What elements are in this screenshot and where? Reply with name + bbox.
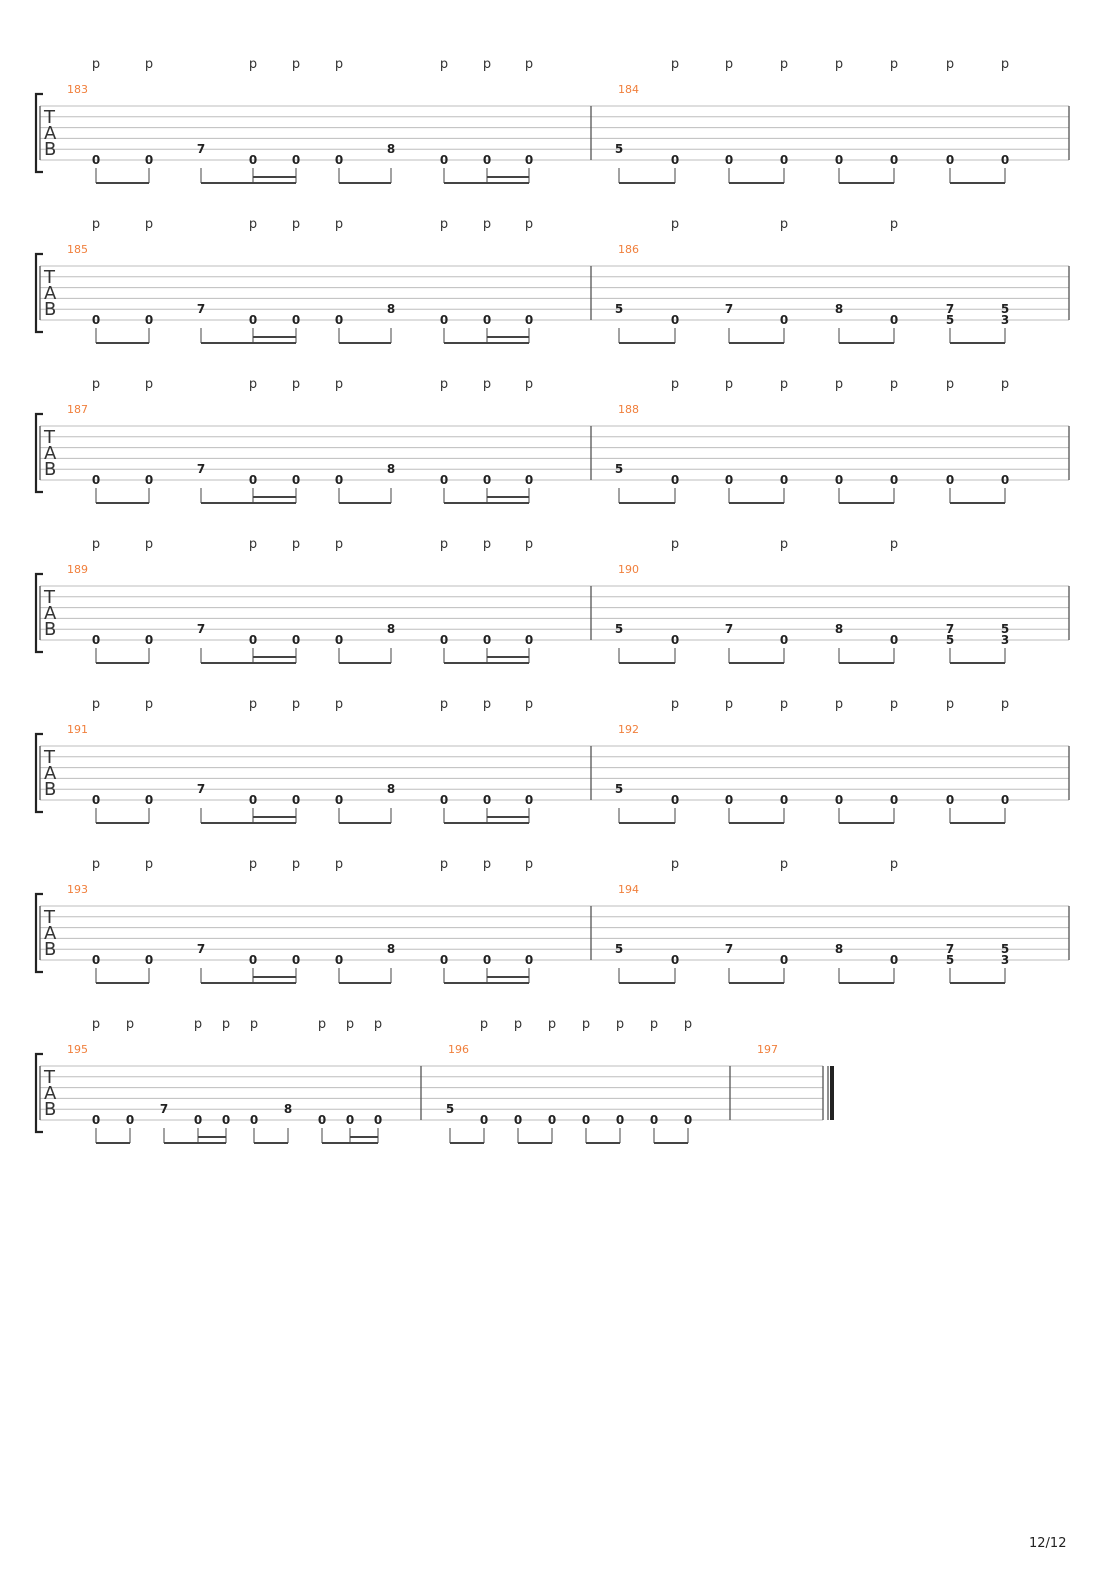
- fret-number: 5: [614, 462, 624, 477]
- palm-mute-mark: p: [1000, 377, 1010, 392]
- palm-mute-mark: p: [334, 377, 344, 392]
- palm-mute-mark: p: [834, 697, 844, 712]
- palm-mute-mark: p: [439, 857, 449, 872]
- palm-mute-mark: p: [482, 857, 492, 872]
- palm-mute-mark: p: [1000, 57, 1010, 72]
- palm-mute-mark: p: [334, 217, 344, 232]
- fret-number: 8: [386, 462, 396, 477]
- fret-number: 0: [334, 313, 344, 327]
- palm-mute-mark: p: [670, 697, 680, 712]
- palm-mute-mark: p: [125, 1017, 135, 1032]
- palm-mute-mark: p: [248, 217, 258, 232]
- fret-number: 0: [834, 153, 844, 167]
- fret-number: 8: [834, 622, 844, 637]
- fret-number: 0: [439, 633, 449, 647]
- fret-number: 0: [91, 793, 101, 807]
- fret-number: 8: [386, 782, 396, 797]
- fret-number: 0: [779, 793, 789, 807]
- page-number: 12/12: [1029, 1536, 1067, 1551]
- fret-number: 0: [291, 473, 301, 487]
- palm-mute-mark: p: [439, 537, 449, 552]
- measure-number: 187: [67, 403, 88, 416]
- tab-clef-letter: B: [44, 1099, 57, 1120]
- tab-clef-letter: B: [44, 619, 57, 640]
- palm-mute-mark: p: [649, 1017, 659, 1032]
- palm-mute-mark: p: [615, 1017, 625, 1032]
- fret-number: 7: [196, 462, 206, 477]
- palm-mute-mark: p: [889, 217, 899, 232]
- fret-number: 7: [196, 142, 206, 157]
- tab-system: [36, 537, 1069, 663]
- fret-number: 0: [670, 793, 680, 807]
- fret-number: 5: [1000, 622, 1010, 637]
- palm-mute-mark: p: [144, 57, 154, 72]
- fret-number: 0: [144, 953, 154, 967]
- tab-clef-letter: A: [44, 763, 57, 784]
- measure-number: 184: [618, 83, 639, 96]
- measure-number: 190: [618, 563, 639, 576]
- fret-number: 0: [1000, 153, 1010, 167]
- palm-mute-mark: p: [291, 697, 301, 712]
- fret-number: 5: [945, 633, 955, 647]
- fret-number: 8: [834, 942, 844, 957]
- fret-number: 0: [945, 793, 955, 807]
- palm-mute-mark: p: [524, 377, 534, 392]
- fret-number: 3: [1000, 633, 1010, 647]
- fret-number: 0: [479, 1113, 489, 1127]
- fret-number: 0: [193, 1113, 203, 1127]
- tab-clef-letter: B: [44, 459, 57, 480]
- palm-mute-mark: p: [724, 377, 734, 392]
- fret-number: 7: [196, 942, 206, 957]
- palm-mute-mark: p: [670, 377, 680, 392]
- fret-number: 0: [724, 473, 734, 487]
- fret-number: 0: [439, 313, 449, 327]
- fret-number: 5: [945, 313, 955, 327]
- palm-mute-mark: p: [334, 697, 344, 712]
- fret-number: 0: [482, 633, 492, 647]
- fret-number: 0: [524, 313, 534, 327]
- palm-mute-mark: p: [334, 57, 344, 72]
- fret-number: 0: [615, 1113, 625, 1127]
- palm-mute-mark: p: [248, 537, 258, 552]
- fret-number: 0: [91, 953, 101, 967]
- fret-number: 0: [779, 313, 789, 327]
- tab-clef-letter: T: [44, 427, 55, 448]
- fret-number: 7: [196, 302, 206, 317]
- palm-mute-mark: p: [91, 377, 101, 392]
- fret-number: 5: [445, 1102, 455, 1117]
- palm-mute-mark: p: [439, 217, 449, 232]
- palm-mute-mark: p: [91, 57, 101, 72]
- measure-number: 186: [618, 243, 639, 256]
- fret-number: 0: [439, 473, 449, 487]
- palm-mute-mark: p: [482, 377, 492, 392]
- fret-number: 0: [945, 473, 955, 487]
- fret-number: 3: [1000, 953, 1010, 967]
- palm-mute-mark: p: [439, 377, 449, 392]
- fret-number: 5: [945, 953, 955, 967]
- palm-mute-mark: p: [779, 537, 789, 552]
- tab-clef-letter: A: [44, 123, 57, 144]
- fret-number: 0: [889, 633, 899, 647]
- tab-clef-letter: A: [44, 283, 57, 304]
- fret-number: 8: [386, 942, 396, 957]
- palm-mute-mark: p: [144, 217, 154, 232]
- palm-mute-mark: p: [724, 697, 734, 712]
- palm-mute-mark: p: [291, 537, 301, 552]
- fret-number: 0: [581, 1113, 591, 1127]
- fret-number: 8: [283, 1102, 293, 1117]
- fret-number: 0: [889, 473, 899, 487]
- fret-number: 3: [1000, 313, 1010, 327]
- palm-mute-mark: p: [670, 537, 680, 552]
- palm-mute-mark: p: [248, 697, 258, 712]
- palm-mute-mark: p: [524, 217, 534, 232]
- fret-number: 0: [482, 953, 492, 967]
- fret-number: 0: [221, 1113, 231, 1127]
- tab-clef-letter: T: [44, 747, 55, 768]
- fret-number: 0: [439, 793, 449, 807]
- fret-number: 7: [196, 622, 206, 637]
- fret-number: 0: [670, 313, 680, 327]
- fret-number: 0: [91, 313, 101, 327]
- fret-number: 0: [834, 473, 844, 487]
- palm-mute-mark: p: [779, 697, 789, 712]
- tab-clef-letter: A: [44, 923, 57, 944]
- palm-mute-mark: p: [670, 857, 680, 872]
- fret-number: 0: [144, 153, 154, 167]
- fret-number: 5: [614, 782, 624, 797]
- fret-number: 0: [524, 793, 534, 807]
- fret-number: 0: [248, 633, 258, 647]
- fret-number: 0: [373, 1113, 383, 1127]
- tab-clef-letter: B: [44, 779, 57, 800]
- palm-mute-mark: p: [834, 57, 844, 72]
- palm-mute-mark: p: [945, 57, 955, 72]
- tab-clef-letter: T: [44, 267, 55, 288]
- fret-number: 0: [834, 793, 844, 807]
- tab-system: [36, 1017, 834, 1143]
- fret-number: 0: [482, 793, 492, 807]
- fret-number: 0: [482, 473, 492, 487]
- fret-number: 0: [670, 633, 680, 647]
- fret-number: 0: [724, 153, 734, 167]
- palm-mute-mark: p: [439, 697, 449, 712]
- fret-number: 0: [779, 473, 789, 487]
- palm-mute-mark: p: [524, 537, 534, 552]
- measure-number: 185: [67, 243, 88, 256]
- palm-mute-mark: p: [91, 857, 101, 872]
- palm-mute-mark: p: [482, 57, 492, 72]
- measure-number: 191: [67, 723, 88, 736]
- tab-clef-letter: B: [44, 939, 57, 960]
- fret-number: 0: [91, 153, 101, 167]
- fret-number: 0: [249, 1113, 259, 1127]
- fret-number: 0: [248, 313, 258, 327]
- palm-mute-mark: p: [670, 57, 680, 72]
- palm-mute-mark: p: [317, 1017, 327, 1032]
- fret-number: 7: [196, 782, 206, 797]
- fret-number: 0: [779, 633, 789, 647]
- fret-number: 0: [334, 633, 344, 647]
- palm-mute-mark: p: [889, 377, 899, 392]
- fret-number: 0: [779, 153, 789, 167]
- fret-number: 7: [724, 942, 734, 957]
- fret-number: 0: [248, 473, 258, 487]
- measure-number: 195: [67, 1043, 88, 1056]
- palm-mute-mark: p: [249, 1017, 259, 1032]
- fret-number: 0: [291, 953, 301, 967]
- fret-number: 0: [513, 1113, 523, 1127]
- fret-number: 0: [649, 1113, 659, 1127]
- palm-mute-mark: p: [144, 377, 154, 392]
- fret-number: 8: [834, 302, 844, 317]
- tab-clef-letter: B: [44, 139, 57, 160]
- palm-mute-mark: p: [513, 1017, 523, 1032]
- palm-mute-mark: p: [248, 57, 258, 72]
- palm-mute-mark: p: [248, 857, 258, 872]
- fret-number: 0: [524, 153, 534, 167]
- fret-number: 0: [334, 473, 344, 487]
- palm-mute-mark: p: [91, 217, 101, 232]
- fret-number: 5: [1000, 942, 1010, 957]
- palm-mute-mark: p: [91, 1017, 101, 1032]
- fret-number: 0: [317, 1113, 327, 1127]
- fret-number: 0: [144, 313, 154, 327]
- fret-number: 0: [482, 153, 492, 167]
- fret-number: 5: [614, 302, 624, 317]
- fret-number: 0: [248, 793, 258, 807]
- tab-system: [36, 217, 1069, 343]
- fret-number: 0: [91, 1113, 101, 1127]
- fret-number: 7: [159, 1102, 169, 1117]
- palm-mute-mark: p: [670, 217, 680, 232]
- palm-mute-mark: p: [291, 217, 301, 232]
- palm-mute-mark: p: [291, 57, 301, 72]
- tab-clef-letter: A: [44, 603, 57, 624]
- palm-mute-mark: p: [581, 1017, 591, 1032]
- palm-mute-mark: p: [291, 377, 301, 392]
- fret-number: 8: [386, 142, 396, 157]
- fret-number: 7: [724, 622, 734, 637]
- fret-number: 0: [144, 473, 154, 487]
- palm-mute-mark: p: [193, 1017, 203, 1032]
- fret-number: 0: [889, 313, 899, 327]
- palm-mute-mark: p: [91, 537, 101, 552]
- fret-number: 0: [291, 313, 301, 327]
- fret-number: 0: [345, 1113, 355, 1127]
- palm-mute-mark: p: [144, 697, 154, 712]
- fret-number: 0: [439, 953, 449, 967]
- palm-mute-mark: p: [524, 57, 534, 72]
- palm-mute-mark: p: [779, 377, 789, 392]
- tab-clef-letter: B: [44, 299, 57, 320]
- tab-clef-letter: A: [44, 443, 57, 464]
- fret-number: 0: [91, 633, 101, 647]
- palm-mute-mark: p: [221, 1017, 231, 1032]
- fret-number: 0: [334, 793, 344, 807]
- palm-mute-mark: p: [144, 537, 154, 552]
- tab-clef-letter: T: [44, 587, 55, 608]
- measure-number: 196: [448, 1043, 469, 1056]
- palm-mute-mark: p: [945, 377, 955, 392]
- fret-number: 0: [670, 473, 680, 487]
- measure-number: 188: [618, 403, 639, 416]
- palm-mute-mark: p: [482, 537, 492, 552]
- fret-number: 0: [1000, 473, 1010, 487]
- tab-clef-letter: A: [44, 1083, 57, 1104]
- tab-clef-letter: T: [44, 907, 55, 928]
- palm-mute-mark: p: [144, 857, 154, 872]
- fret-number: 0: [291, 633, 301, 647]
- tab-system: [36, 857, 1069, 983]
- palm-mute-mark: p: [779, 57, 789, 72]
- fret-number: 7: [945, 942, 955, 957]
- fret-number: 0: [439, 153, 449, 167]
- measure-number: 197: [757, 1043, 778, 1056]
- measure-number: 189: [67, 563, 88, 576]
- fret-number: 0: [1000, 793, 1010, 807]
- fret-number: 0: [248, 953, 258, 967]
- fret-number: 0: [670, 153, 680, 167]
- palm-mute-mark: p: [524, 857, 534, 872]
- measure-number: 193: [67, 883, 88, 896]
- measure-number: 194: [618, 883, 639, 896]
- fret-number: 7: [945, 302, 955, 317]
- fret-number: 5: [614, 142, 624, 157]
- fret-number: 0: [889, 153, 899, 167]
- tab-system: [36, 57, 1069, 183]
- palm-mute-mark: p: [524, 697, 534, 712]
- tab-clef-letter: T: [44, 1067, 55, 1088]
- fret-number: 0: [91, 473, 101, 487]
- palm-mute-mark: p: [683, 1017, 693, 1032]
- palm-mute-mark: p: [724, 57, 734, 72]
- fret-number: 5: [614, 622, 624, 637]
- fret-number: 0: [125, 1113, 135, 1127]
- fret-number: 0: [779, 953, 789, 967]
- fret-number: 0: [524, 473, 534, 487]
- palm-mute-mark: p: [945, 697, 955, 712]
- fret-number: 7: [724, 302, 734, 317]
- tab-system: [36, 377, 1069, 503]
- fret-number: 0: [889, 793, 899, 807]
- fret-number: 8: [386, 622, 396, 637]
- fret-number: 0: [524, 953, 534, 967]
- palm-mute-mark: p: [482, 217, 492, 232]
- fret-number: 0: [670, 953, 680, 967]
- fret-number: 0: [547, 1113, 557, 1127]
- fret-number: 8: [386, 302, 396, 317]
- palm-mute-mark: p: [345, 1017, 355, 1032]
- fret-number: 0: [291, 153, 301, 167]
- palm-mute-mark: p: [479, 1017, 489, 1032]
- palm-mute-mark: p: [439, 57, 449, 72]
- fret-number: 0: [291, 793, 301, 807]
- fret-number: 5: [1000, 302, 1010, 317]
- tab-system: [36, 697, 1069, 823]
- palm-mute-mark: p: [889, 857, 899, 872]
- palm-mute-mark: p: [334, 537, 344, 552]
- palm-mute-mark: p: [248, 377, 258, 392]
- palm-mute-mark: p: [373, 1017, 383, 1032]
- fret-number: 0: [144, 633, 154, 647]
- fret-number: 0: [889, 953, 899, 967]
- fret-number: 0: [334, 953, 344, 967]
- palm-mute-mark: p: [889, 537, 899, 552]
- palm-mute-mark: p: [291, 857, 301, 872]
- palm-mute-mark: p: [1000, 697, 1010, 712]
- fret-number: 0: [683, 1113, 693, 1127]
- palm-mute-mark: p: [482, 697, 492, 712]
- fret-number: 0: [945, 153, 955, 167]
- fret-number: 0: [724, 793, 734, 807]
- measure-number: 183: [67, 83, 88, 96]
- palm-mute-mark: p: [334, 857, 344, 872]
- fret-number: 0: [482, 313, 492, 327]
- measure-number: 192: [618, 723, 639, 736]
- palm-mute-mark: p: [889, 57, 899, 72]
- fret-number: 7: [945, 622, 955, 637]
- palm-mute-mark: p: [779, 217, 789, 232]
- palm-mute-mark: p: [547, 1017, 557, 1032]
- palm-mute-mark: p: [91, 697, 101, 712]
- fret-number: 0: [248, 153, 258, 167]
- palm-mute-mark: p: [834, 377, 844, 392]
- tab-clef-letter: T: [44, 107, 55, 128]
- final-thick-barline: [830, 1066, 834, 1120]
- fret-number: 0: [524, 633, 534, 647]
- fret-number: 0: [334, 153, 344, 167]
- fret-number: 5: [614, 942, 624, 957]
- palm-mute-mark: p: [779, 857, 789, 872]
- fret-number: 0: [144, 793, 154, 807]
- palm-mute-mark: p: [889, 697, 899, 712]
